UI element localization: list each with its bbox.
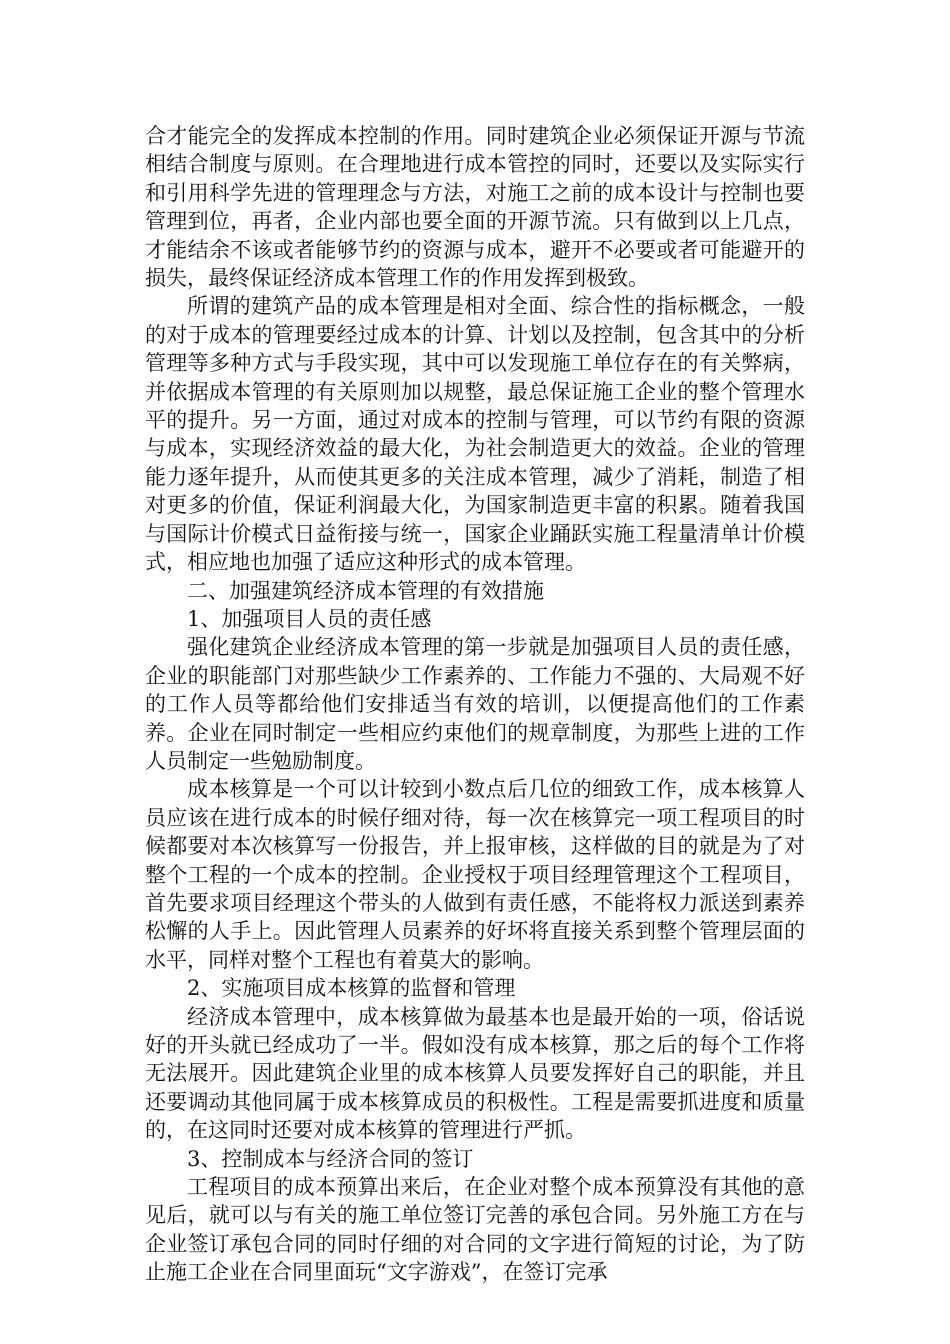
body-text	[145, 122, 805, 1287]
paragraph-continuation: 合才能完全的发挥成本控制的作用。同时建筑企业必须保证开源与节流相结合制度与原则。在合理地进行成本管控的同时，还要以及实际实行和引用科学先进的管理理念与方法，对施工之前的成本设计与控制也要管理到位，再者，企业内部也要全面的开源节流。只有做到以上几点，才能结余不该或者能够节约的资源与成本，避开不必要或者可能避开的损失，最终保证经济成本管理工作的作用发挥到极致。	[145, 124, 805, 291]
paragraph-responsibility: 强化建筑企业经济成本管理的第一步就是加强项目人员的责任感，企业的职能部门对那些缺少工作素养的、工作能力不强的、大局观不好的工作人员等都给他们安排适当有效的培训，以便提高他们的工作素养。企业在同时制定一些相应约束他们的规章制度，为那些上进的工作人员制定一些勉励制度。	[145, 635, 805, 773]
subheading-responsibility: 1、加强项目人员的责任感	[187, 606, 432, 631]
paragraph-cost-accounting: 成本核算是一个可以计较到小数点后几位的细致工作，成本核算人员应该在进行成本的时候仔细对待，每一次在核算完一项工程项目的时候都要对本次核算写一份报告，并上报审核，这样做的目的就是为了对整个工程的一个成本的控制。企业授权于项目经理管理这个工程项目，首先要求项目经理这个带头的人做到有责任感，不能将权力派送到素养松懈的人手上。因此管理人员素养的好坏将直接关系到整个管理层面的水平，同样对整个工程也有着莫大的影响。	[145, 777, 805, 972]
subheading-supervision: 2、实施项目成本核算的监督和管理	[187, 976, 516, 1001]
paragraph-supervision: 经济成本管理中，成本核算做为最基本也是最开始的一项，俗话说好的开头就已经成功了一半。假如没有成本核算，那之后的每个工作将无法展开。因此建筑企业里的成本核算人员要发挥好自己的职能，并且还要调动其他同属于成本核算成员的积极性。工程是需要抓进度和质量的，在这同时还要对成本核算的管理进行严抓。	[145, 1004, 805, 1143]
paragraph-contract: 工程项目的成本预算出来后，在企业对整个成本预算没有其他的意见后，就可以与有关的施工单位签订完善的承包合同。另外施工方在与企业签订承包合同的同时仔细的对合同的文字进行简短的讨论，为了防止施工企业在合同里面玩“文字游戏”，在签订完承	[145, 1175, 805, 1285]
paragraph-cost-management-concept: 所谓的建筑产品的成本管理是相对全面、综合性的指标概念，一般的对于成本的管理要经过成本的计算、计划以及控制，包含其中的分析管理等多种方式与手段实现，其中可以发现施工单位存在的有关弊病，并依据成本管理的有关原则加以规整，最总保证施工企业的整个管理水平的提升。另一方面，通过对成本的控制与管理，可以节约有限的资源与成本，实现经济效益的最大化，为社会制造更大的效益。企业的管理能力逐年提升，从而使其更多的关注成本管理，减少了消耗，制造了相对更多的价值，保证利润最大化，为国家制造更丰富的积累。随着我国与国际计价模式日益衔接与统一，国家企业踊跃实施工程量清单计价模式，相应地也加强了适应这种形式的成本管理。	[145, 294, 805, 575]
section-heading-effective-measures: 二、加强建筑经济成本管理的有效措施	[187, 578, 544, 603]
subheading-contract: 3、控制成本与经济合同的签订	[187, 1146, 474, 1171]
